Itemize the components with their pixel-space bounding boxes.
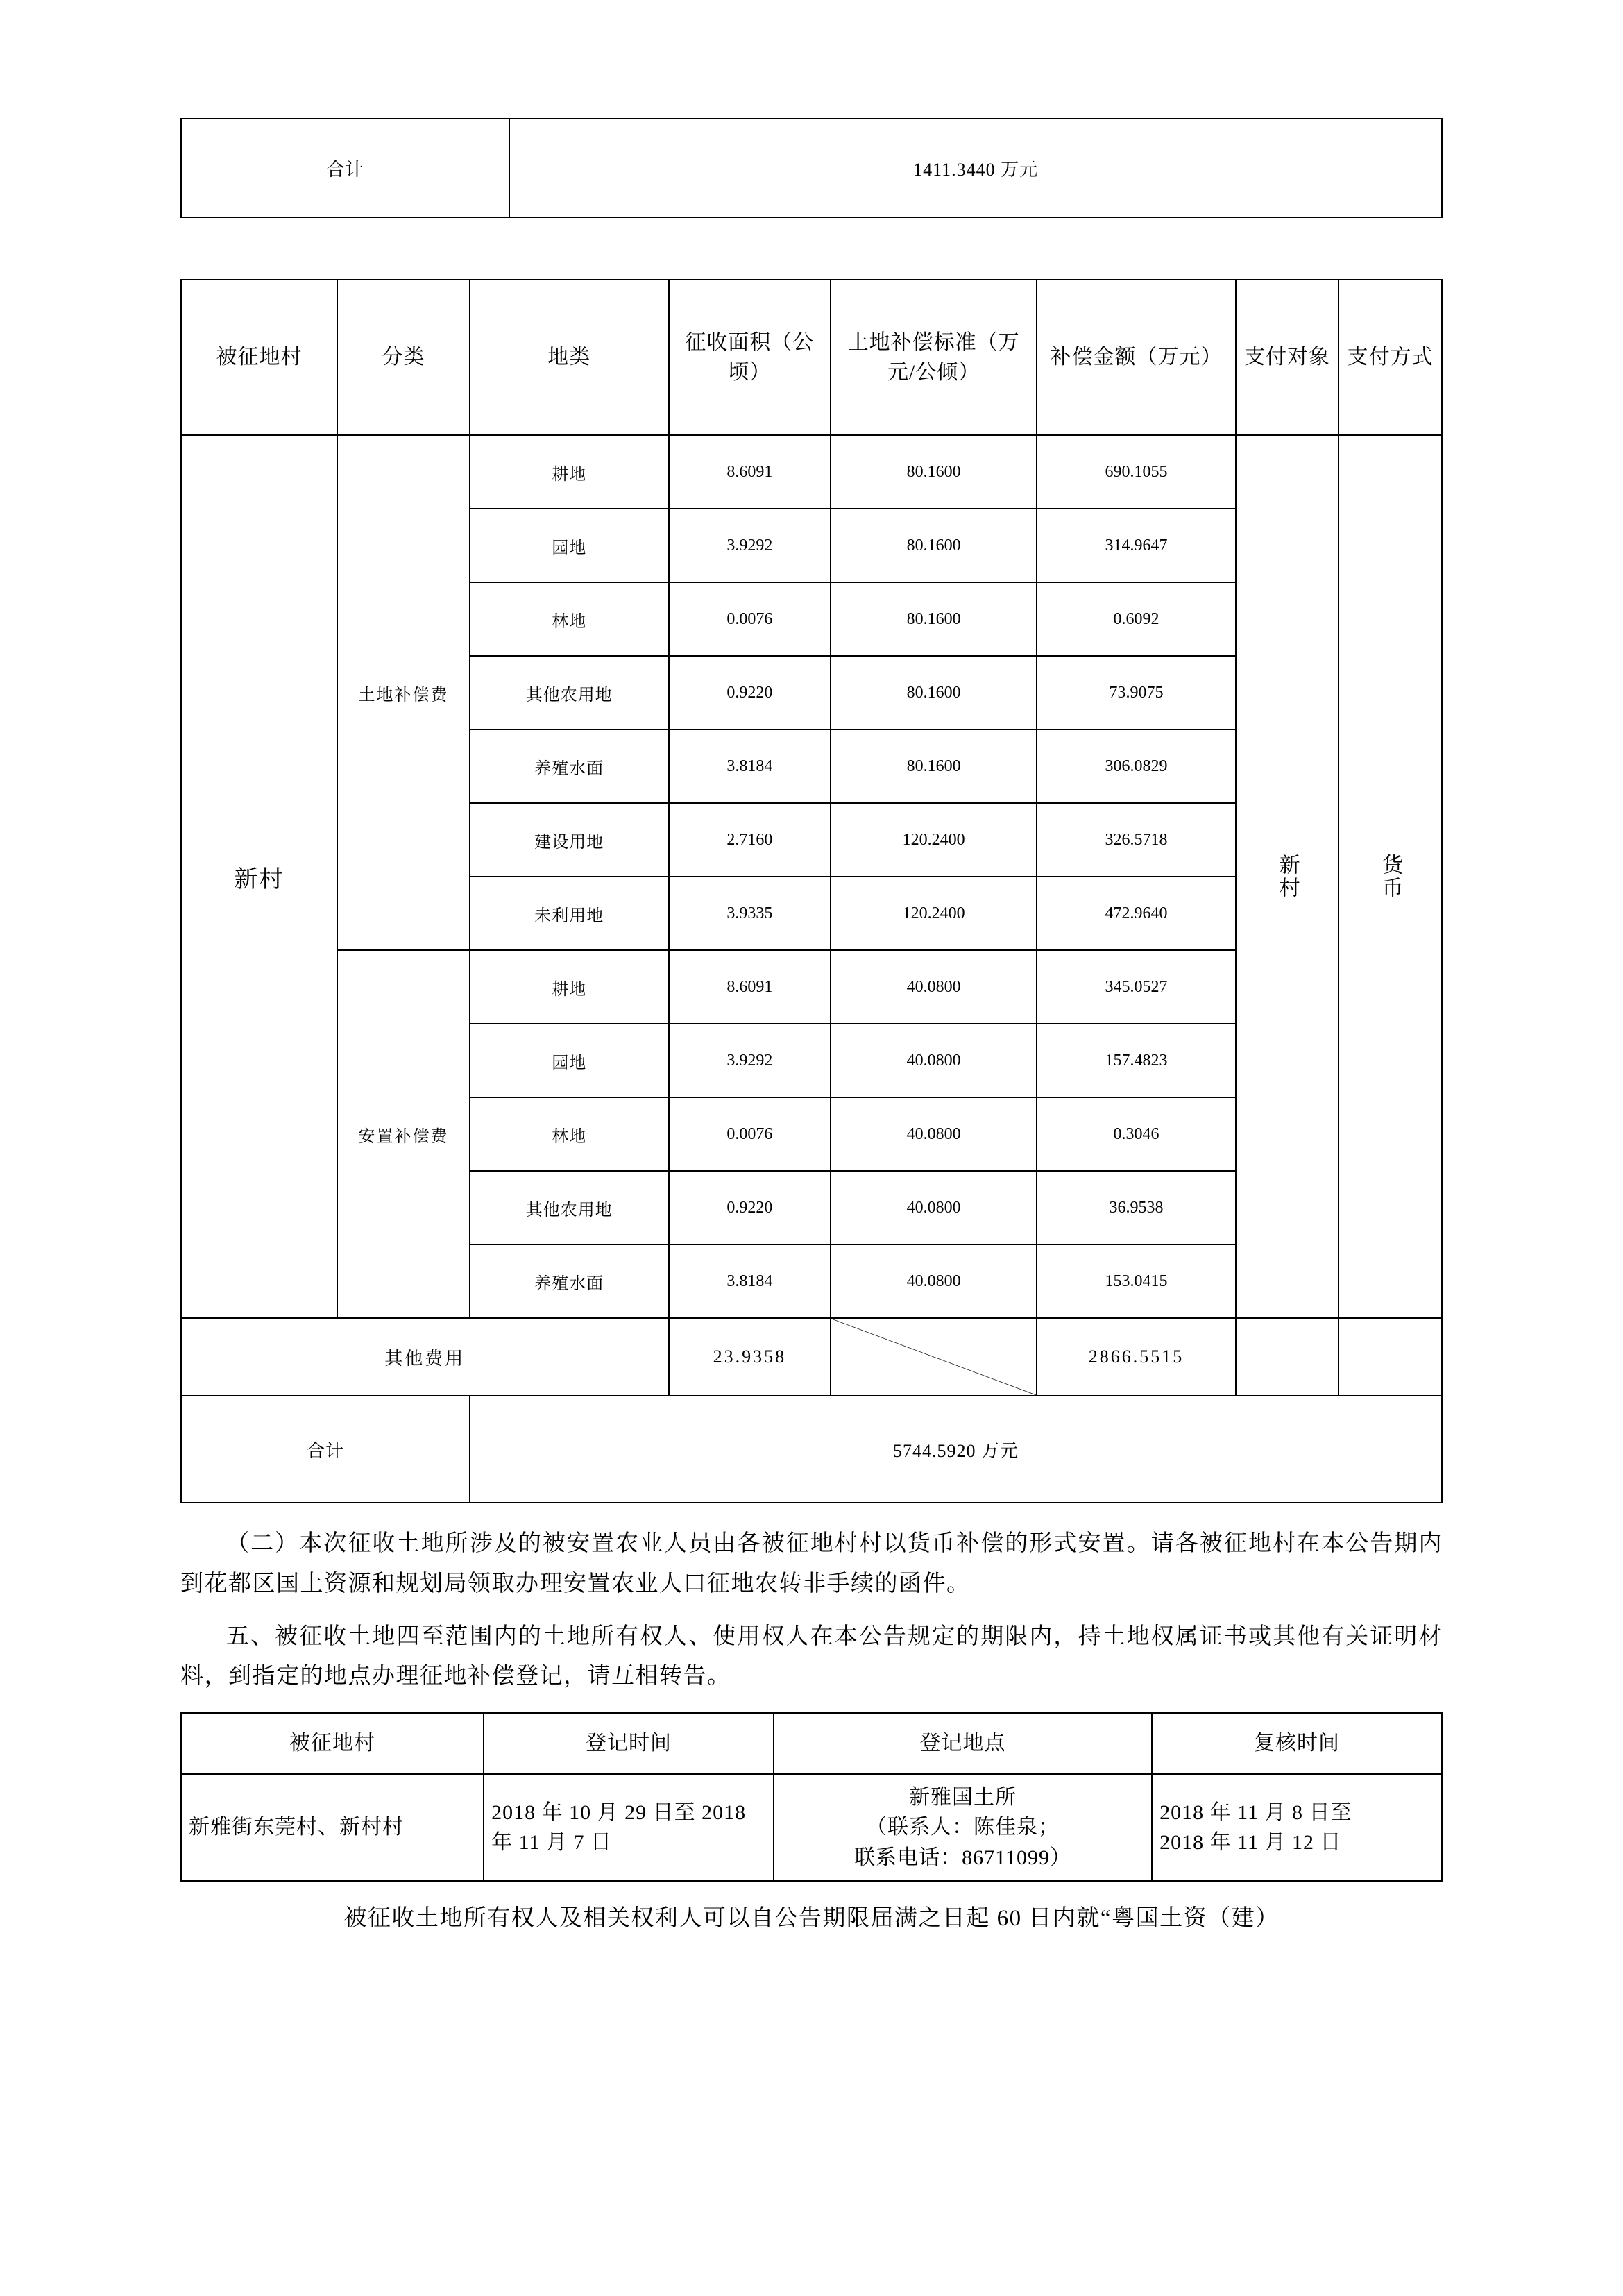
cell-area: 0.0076 xyxy=(669,1097,831,1171)
cell-pay-target xyxy=(1236,435,1339,1318)
cell-area: 8.6091 xyxy=(669,950,831,1024)
cell-standard: 40.0800 xyxy=(831,1171,1037,1244)
cell-standard: 40.0800 xyxy=(831,1097,1037,1171)
cell-total-value: 5744.5920 万元 xyxy=(470,1396,1442,1503)
reg-cell-review-time xyxy=(1152,1774,1442,1881)
cell-standard: 40.0800 xyxy=(831,950,1037,1024)
reg-place-line3: 联系电话：86711099） xyxy=(854,1846,1071,1869)
table-row xyxy=(181,119,1442,217)
col-header-category: 分类 xyxy=(337,280,470,435)
summary-total-table xyxy=(180,118,1443,218)
col-header-village: 被征地村 xyxy=(181,280,337,435)
cell-landtype: 园地 xyxy=(470,509,669,582)
paragraph-registration-notice: 五、被征收土地四至范围内的土地所有权人、使用权人在本公告规定的期限内，持土地权属证书或其他有关证明材料，到指定的地点办理征地补偿登记，请互相转告。 xyxy=(180,1623,1443,1689)
reg-place-line2: （联系人：陈佳泉； xyxy=(866,1816,1060,1839)
table-row-total xyxy=(181,1396,1442,1503)
reg-place-line1: 新雅国土所 xyxy=(909,1785,1017,1809)
summary-total-value: 1411.3440 万元 xyxy=(509,119,1442,217)
pay-target-text: 新村 xyxy=(1275,854,1299,900)
cell-other-fee-label: 其他费用 xyxy=(181,1318,669,1396)
reg-cell-village: 新雅街东莞村、新村村 xyxy=(181,1774,484,1881)
cell-amount: 73.9075 xyxy=(1037,656,1236,729)
cell-landtype: 园地 xyxy=(470,1024,669,1097)
cell-other-fee-pay-method-empty xyxy=(1339,1318,1442,1396)
col-header-landtype: 地类 xyxy=(470,280,669,435)
reg-review-line1: 2018 年 11 月 8 日至 xyxy=(1159,1800,1352,1824)
cell-other-fee-standard-empty xyxy=(831,1318,1037,1396)
cell-area: 0.9220 xyxy=(669,1171,831,1244)
cell-landtype: 建设用地 xyxy=(470,803,669,877)
reg-col-header-village: 被征地村 xyxy=(181,1713,484,1774)
pay-method-text: 货币 xyxy=(1379,854,1402,900)
col-header-standard: 土地补偿标准（万元/公倾） xyxy=(831,280,1037,435)
col-header-pay-target: 支付对象 xyxy=(1236,280,1339,435)
cell-amount: 153.0415 xyxy=(1037,1244,1236,1318)
cell-amount: 690.1055 xyxy=(1037,435,1236,509)
cell-village: 新村 xyxy=(181,435,337,1318)
cell-category-resettlement-compensation: 安置补偿费 xyxy=(337,950,470,1318)
reg-col-header-time: 登记时间 xyxy=(484,1713,774,1774)
table-row xyxy=(181,435,1442,509)
compensation-table xyxy=(180,279,1443,1503)
cell-landtype: 养殖水面 xyxy=(470,729,669,803)
cell-amount: 326.5718 xyxy=(1037,803,1236,877)
cell-landtype: 林地 xyxy=(470,582,669,656)
reg-cell-place xyxy=(774,1774,1152,1881)
registration-table xyxy=(180,1712,1443,1882)
col-header-amount: 补偿金额（万元） xyxy=(1037,280,1236,435)
cell-amount: 157.4823 xyxy=(1037,1024,1236,1097)
cell-standard: 80.1600 xyxy=(831,582,1037,656)
cell-area: 0.0076 xyxy=(669,582,831,656)
cell-standard: 40.0800 xyxy=(831,1244,1037,1318)
reg-cell-time: 2018 年 10 月 29 日至 2018 年 11 月 7 日 xyxy=(484,1774,774,1881)
cell-area: 3.9292 xyxy=(669,509,831,582)
cell-other-fee-amount: 2866.5515 xyxy=(1037,1318,1236,1396)
reg-col-header-review-time: 复核时间 xyxy=(1152,1713,1442,1774)
cell-area: 3.9292 xyxy=(669,1024,831,1097)
table-row xyxy=(181,1774,1442,1881)
cell-standard: 80.1600 xyxy=(831,729,1037,803)
table-header-row xyxy=(181,1713,1442,1774)
diagonal-slash-icon xyxy=(831,1319,1036,1395)
cell-area: 3.8184 xyxy=(669,1244,831,1318)
cell-landtype: 其他农用地 xyxy=(470,1171,669,1244)
table-row-other-fee xyxy=(181,1318,1442,1396)
cell-area: 0.9220 xyxy=(669,656,831,729)
col-header-area: 征收面积（公顷） xyxy=(669,280,831,435)
cell-area: 3.9335 xyxy=(669,877,831,950)
cell-landtype: 未利用地 xyxy=(470,877,669,950)
table-header-row xyxy=(181,280,1442,435)
cell-amount: 314.9647 xyxy=(1037,509,1236,582)
paragraph-resettlement: （二）本次征收土地所涉及的被安置农业人员由各被征地村村以货币补偿的形式安置。请各被征地村在本公告期内到花都区国土资源和规划局领取办理安置农业人口征地农转非手续的函件。 xyxy=(180,1531,1443,1596)
cell-standard: 120.2400 xyxy=(831,877,1037,950)
cell-standard: 120.2400 xyxy=(831,803,1037,877)
cell-area: 2.7160 xyxy=(669,803,831,877)
cell-standard: 80.1600 xyxy=(831,509,1037,582)
col-header-pay-method: 支付方式 xyxy=(1339,280,1442,435)
cell-category-land-compensation: 土地补偿费 xyxy=(337,435,470,950)
cell-landtype: 耕地 xyxy=(470,435,669,509)
cell-landtype: 其他农用地 xyxy=(470,656,669,729)
cell-other-fee-pay-target-empty xyxy=(1236,1318,1339,1396)
cell-landtype: 养殖水面 xyxy=(470,1244,669,1318)
summary-total-label: 合计 xyxy=(181,119,509,217)
reg-col-header-place: 登记地点 xyxy=(774,1713,1152,1774)
cell-standard: 40.0800 xyxy=(831,1024,1037,1097)
cell-amount: 0.6092 xyxy=(1037,582,1236,656)
cell-amount: 306.0829 xyxy=(1037,729,1236,803)
cell-amount: 345.0527 xyxy=(1037,950,1236,1024)
cell-amount: 0.3046 xyxy=(1037,1097,1236,1171)
cell-total-label: 合计 xyxy=(181,1396,470,1503)
cell-amount: 472.9640 xyxy=(1037,877,1236,950)
cell-other-fee-area: 23.9358 xyxy=(669,1318,831,1396)
cell-amount: 36.9538 xyxy=(1037,1171,1236,1244)
cell-landtype: 林地 xyxy=(470,1097,669,1171)
cell-area: 8.6091 xyxy=(669,435,831,509)
footer-paragraph: 被征收土地所有权人及相关权利人可以自公告期限届满之日起 60 日内就“粤国土资（建） xyxy=(343,1906,1280,1931)
cell-standard: 80.1600 xyxy=(831,435,1037,509)
cell-area: 3.8184 xyxy=(669,729,831,803)
cell-standard: 80.1600 xyxy=(831,656,1037,729)
reg-review-line2: 2018 年 11 月 12 日 xyxy=(1159,1831,1342,1854)
cell-pay-method xyxy=(1339,435,1442,1318)
cell-landtype: 耕地 xyxy=(470,950,669,1024)
